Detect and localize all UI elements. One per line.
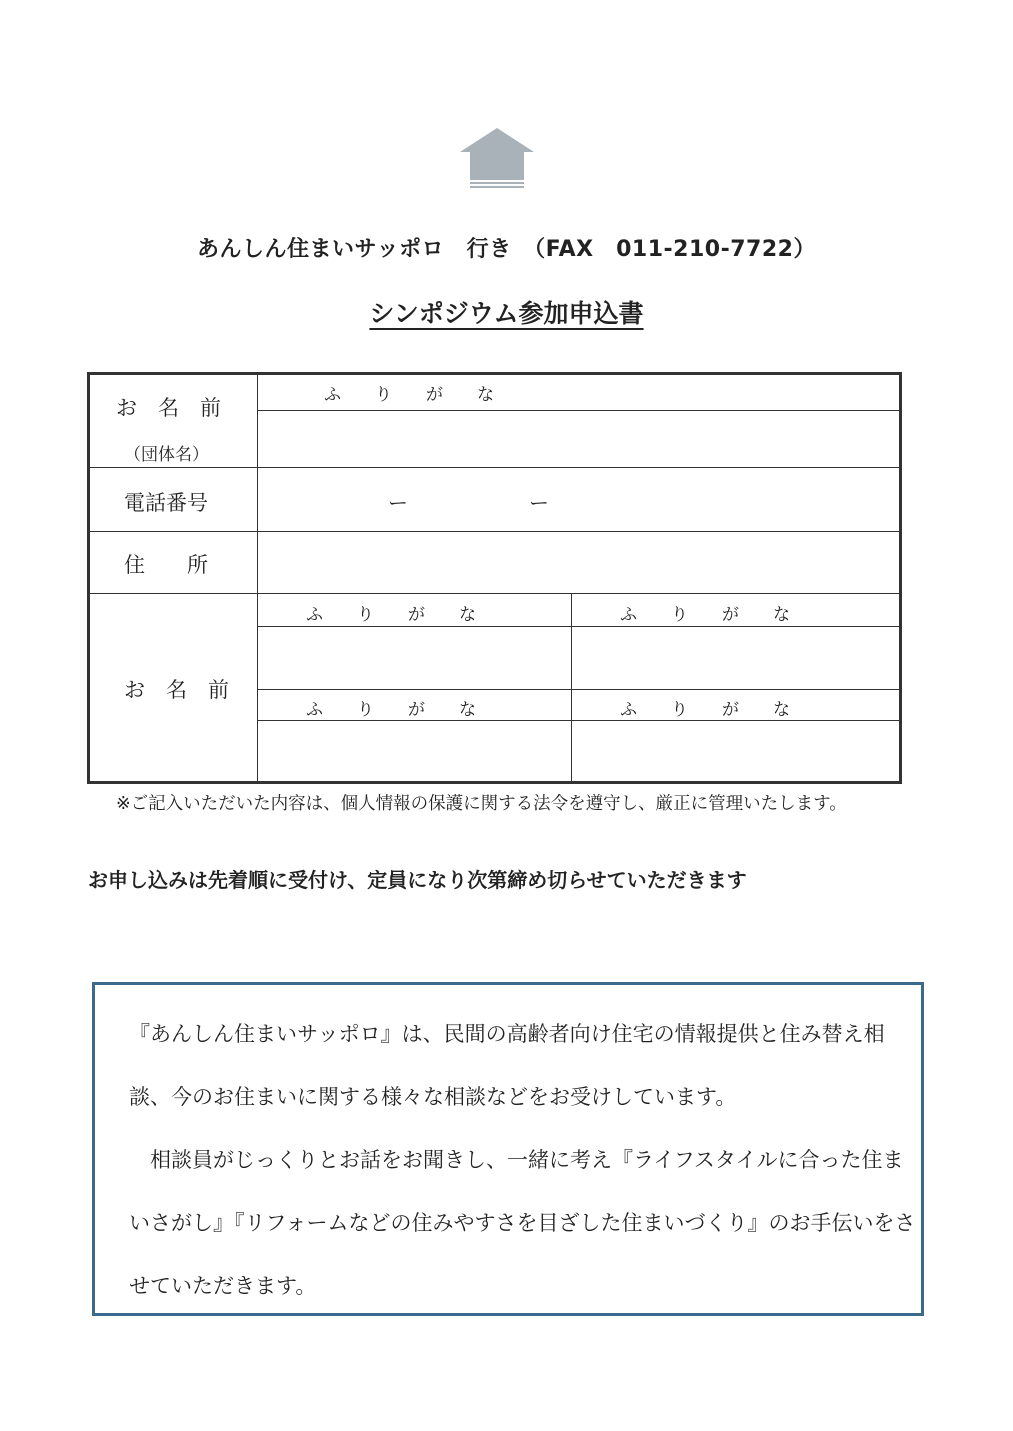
furigana-label: ふ り が な bbox=[324, 385, 494, 405]
phone-input-field[interactable] bbox=[260, 469, 898, 530]
form-title: シンポジウム参加申込書 bbox=[369, 299, 644, 328]
fax-destination: あんしん住まいサッポロ 行き （FAX 011-210-7722） bbox=[197, 237, 816, 262]
organization-label: （団体名） bbox=[124, 445, 209, 465]
address-label: 住 所 bbox=[124, 553, 208, 577]
info-paragraph: 相談員がじっくりとお話をお聞きし、一緒に考え『ライフスタイルに合った住まいさがし』『リフォームなどの住みやすさを目ざした住まいづくり』のお手伝いをさせていただきます。 bbox=[129, 1148, 916, 1298]
name-input-field[interactable] bbox=[260, 412, 898, 466]
furigana-label: ふ り が な bbox=[306, 605, 476, 625]
first-come-notice: お申し込みは先着順に受付け、定員になり次第締め切らせていただきます bbox=[88, 868, 747, 892]
privacy-note: ※ご記入いただいた内容は、個人情報の保護に関する法令を遵守し、厳正に管理いたします。 bbox=[116, 794, 847, 814]
phone-dash: ー bbox=[529, 491, 549, 515]
phone-dash: ー bbox=[388, 491, 408, 515]
address-input-field[interactable] bbox=[260, 533, 898, 592]
house-icon bbox=[460, 128, 534, 192]
name-label: お 名 前 bbox=[116, 396, 221, 420]
attendee-4-input-field[interactable] bbox=[573, 722, 898, 780]
attendee-1-input-field[interactable] bbox=[260, 628, 570, 688]
furigana-label: ふ り が な bbox=[620, 700, 790, 720]
furigana-label: ふ り が な bbox=[306, 700, 476, 720]
attendee-2-input-field[interactable] bbox=[573, 628, 898, 688]
service-info-box bbox=[92, 982, 924, 1316]
attendee-name-label: お 名 前 bbox=[124, 678, 229, 702]
info-paragraph: 『あんしん住まいサッポロ』は、民間の高齢者向け住宅の情報提供と住み替え相談、今のお住まいに関する様々な相談などをお受けしています。 bbox=[129, 1022, 885, 1109]
attendee-3-input-field[interactable] bbox=[260, 722, 570, 780]
phone-label: 電話番号 bbox=[124, 491, 208, 515]
furigana-label: ふ り が な bbox=[620, 605, 790, 625]
